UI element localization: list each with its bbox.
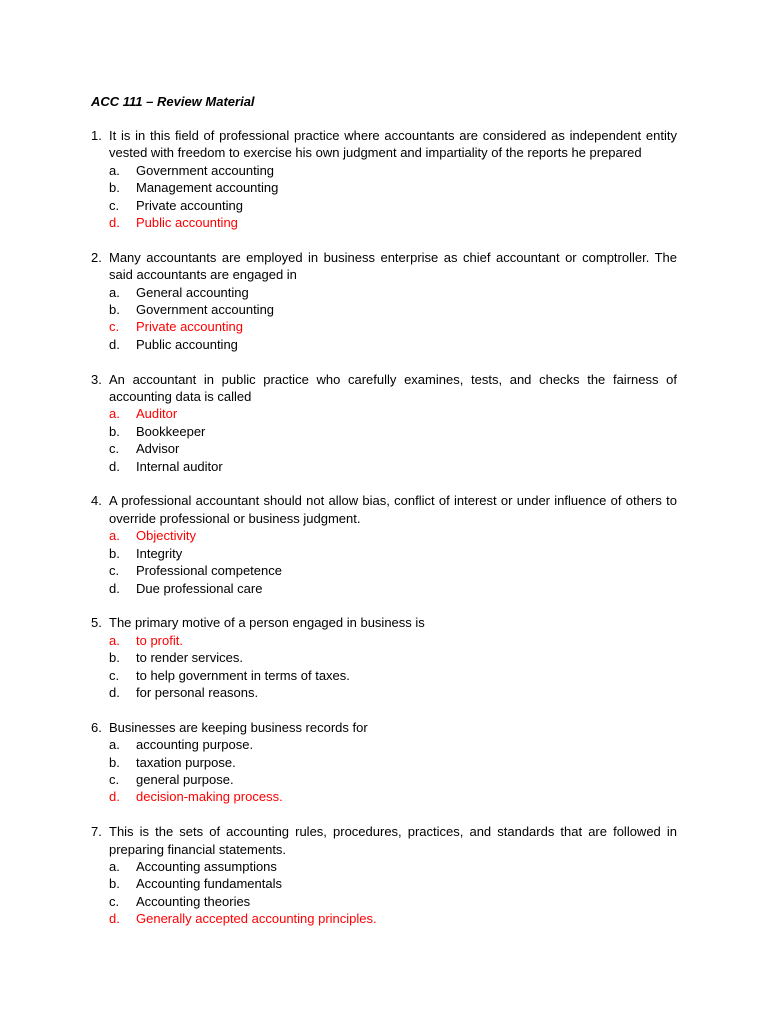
answer-option [91,301,677,318]
question-text: The primary motive of a person engaged in business is [109,615,425,631]
question-stem [91,127,677,162]
question-text: A professional accountant should not allow bias, conflict of interest or under influence of others to override professional or business judgment. [109,493,677,526]
option-letter: d. [109,215,120,231]
question-list [91,127,677,945]
option-text: Integrity [136,545,183,561]
answer-option [91,423,677,440]
option-text: Bookkeeper [136,423,206,439]
answer-option-correct [91,632,677,649]
question-stem [91,371,677,406]
answer-option [91,179,677,196]
option-text: general purpose. [136,771,234,787]
option-text: Accounting theories [136,893,251,909]
answer-option-correct [91,527,677,544]
option-list [91,527,677,597]
option-text: Due professional care [136,580,263,596]
option-letter: d. [109,911,120,927]
option-text: Accounting assumptions [136,858,277,874]
option-letter: a. [109,162,120,178]
answer-option [91,771,677,788]
option-letter: d. [109,789,120,805]
answer-option [91,440,677,457]
option-list [91,405,677,475]
option-text: Private accounting [136,319,243,335]
answer-option [91,162,677,179]
answer-option [91,649,677,666]
question-item [91,492,677,596]
option-letter: a. [109,406,120,422]
question-number: 2. [91,249,102,265]
answer-option-correct [91,405,677,422]
answer-option-correct [91,318,677,335]
option-text: Public accounting [136,336,238,352]
option-text: to help government in terms of taxes. [136,667,350,683]
option-text: accounting purpose. [136,737,254,753]
option-letter: c. [109,197,120,213]
option-text: Management accounting [136,180,279,196]
option-letter: b. [109,545,120,561]
answer-option [91,875,677,892]
answer-option [91,667,677,684]
question-item [91,614,677,701]
option-text: Private accounting [136,197,243,213]
question-stem [91,492,677,527]
question-number: 5. [91,615,102,631]
option-letter: d. [109,684,120,700]
answer-option-correct [91,910,677,927]
option-text: Internal auditor [136,458,223,474]
question-item [91,249,677,353]
option-text: to render services. [136,650,243,666]
option-list [91,736,677,806]
answer-option [91,893,677,910]
option-list [91,162,677,232]
option-letter: b. [109,876,120,892]
option-letter: c. [109,319,120,335]
option-letter: c. [109,771,120,787]
question-number: 1. [91,128,102,143]
answer-option [91,562,677,579]
option-text: Public accounting [136,215,238,231]
question-text: An accountant in public practice who carefully examines, tests, and checks the fairness of accounting data is called [109,371,677,405]
option-text: General accounting [136,284,249,300]
question-item [91,127,677,231]
answer-option [91,684,677,701]
question-item [91,719,677,806]
option-letter: b. [109,180,120,196]
document-title: ACC 111 – Review Material [91,94,255,109]
option-letter: a. [109,858,120,874]
answer-option-correct [91,214,677,231]
question-number: 3. [91,371,102,387]
answer-option [91,284,677,301]
option-letter: c. [109,441,120,457]
question-item [91,823,677,927]
answer-option [91,736,677,753]
option-text: taxation purpose. [136,754,236,770]
question-number: 4. [91,493,102,509]
option-letter: d. [109,336,120,352]
option-text: decision-making process. [136,789,283,805]
answer-option [91,580,677,597]
question-text: It is in this field of professional practice where accountants are considered as independent entity vested with freedom to exercise his own judgment and impartiality of the reports he prepared [109,128,677,161]
option-text: Advisor [136,441,180,457]
option-text: Auditor [136,406,178,422]
option-text: Government accounting [136,162,275,178]
answer-option [91,336,677,353]
answer-option [91,545,677,562]
question-stem [91,719,677,736]
option-letter: c. [109,563,120,579]
question-item [91,371,677,475]
option-text: for personal reasons. [136,684,259,700]
option-text: Generally accepted accounting principles. [136,911,377,927]
option-letter: b. [109,423,120,439]
option-list [91,632,677,702]
option-text: Professional competence [136,563,282,579]
option-letter: a. [109,737,120,753]
option-letter: d. [109,580,120,596]
question-stem [91,249,677,284]
answer-option [91,858,677,875]
question-stem [91,614,677,631]
option-list [91,858,677,928]
question-number: 7. [91,824,102,840]
answer-option [91,754,677,771]
answer-option-correct [91,788,677,805]
question-number: 6. [91,719,102,735]
option-letter: b. [109,650,120,666]
option-text: Accounting fundamentals [136,876,282,892]
option-letter: d. [109,458,120,474]
option-letter: a. [109,528,120,544]
option-letter: c. [109,667,120,683]
option-letter: b. [109,302,120,318]
option-text: to profit. [136,632,183,648]
question-text: Businesses are keeping business records for [109,719,368,735]
option-text: Objectivity [136,528,196,544]
answer-option [91,197,677,214]
option-letter: a. [109,632,120,648]
question-text: This is the sets of accounting rules, procedures, practices, and standards that are followed in preparing financial statements. [109,824,677,857]
option-letter: b. [109,754,120,770]
answer-option [91,458,677,475]
option-letter: a. [109,284,120,300]
option-text: Government accounting [136,302,275,318]
question-stem [91,823,677,858]
option-list [91,284,677,354]
question-text: Many accountants are employed in business enterprise as chief accountant or comptroller. The said accountants are engaged in [109,249,677,283]
option-letter: c. [109,893,120,909]
